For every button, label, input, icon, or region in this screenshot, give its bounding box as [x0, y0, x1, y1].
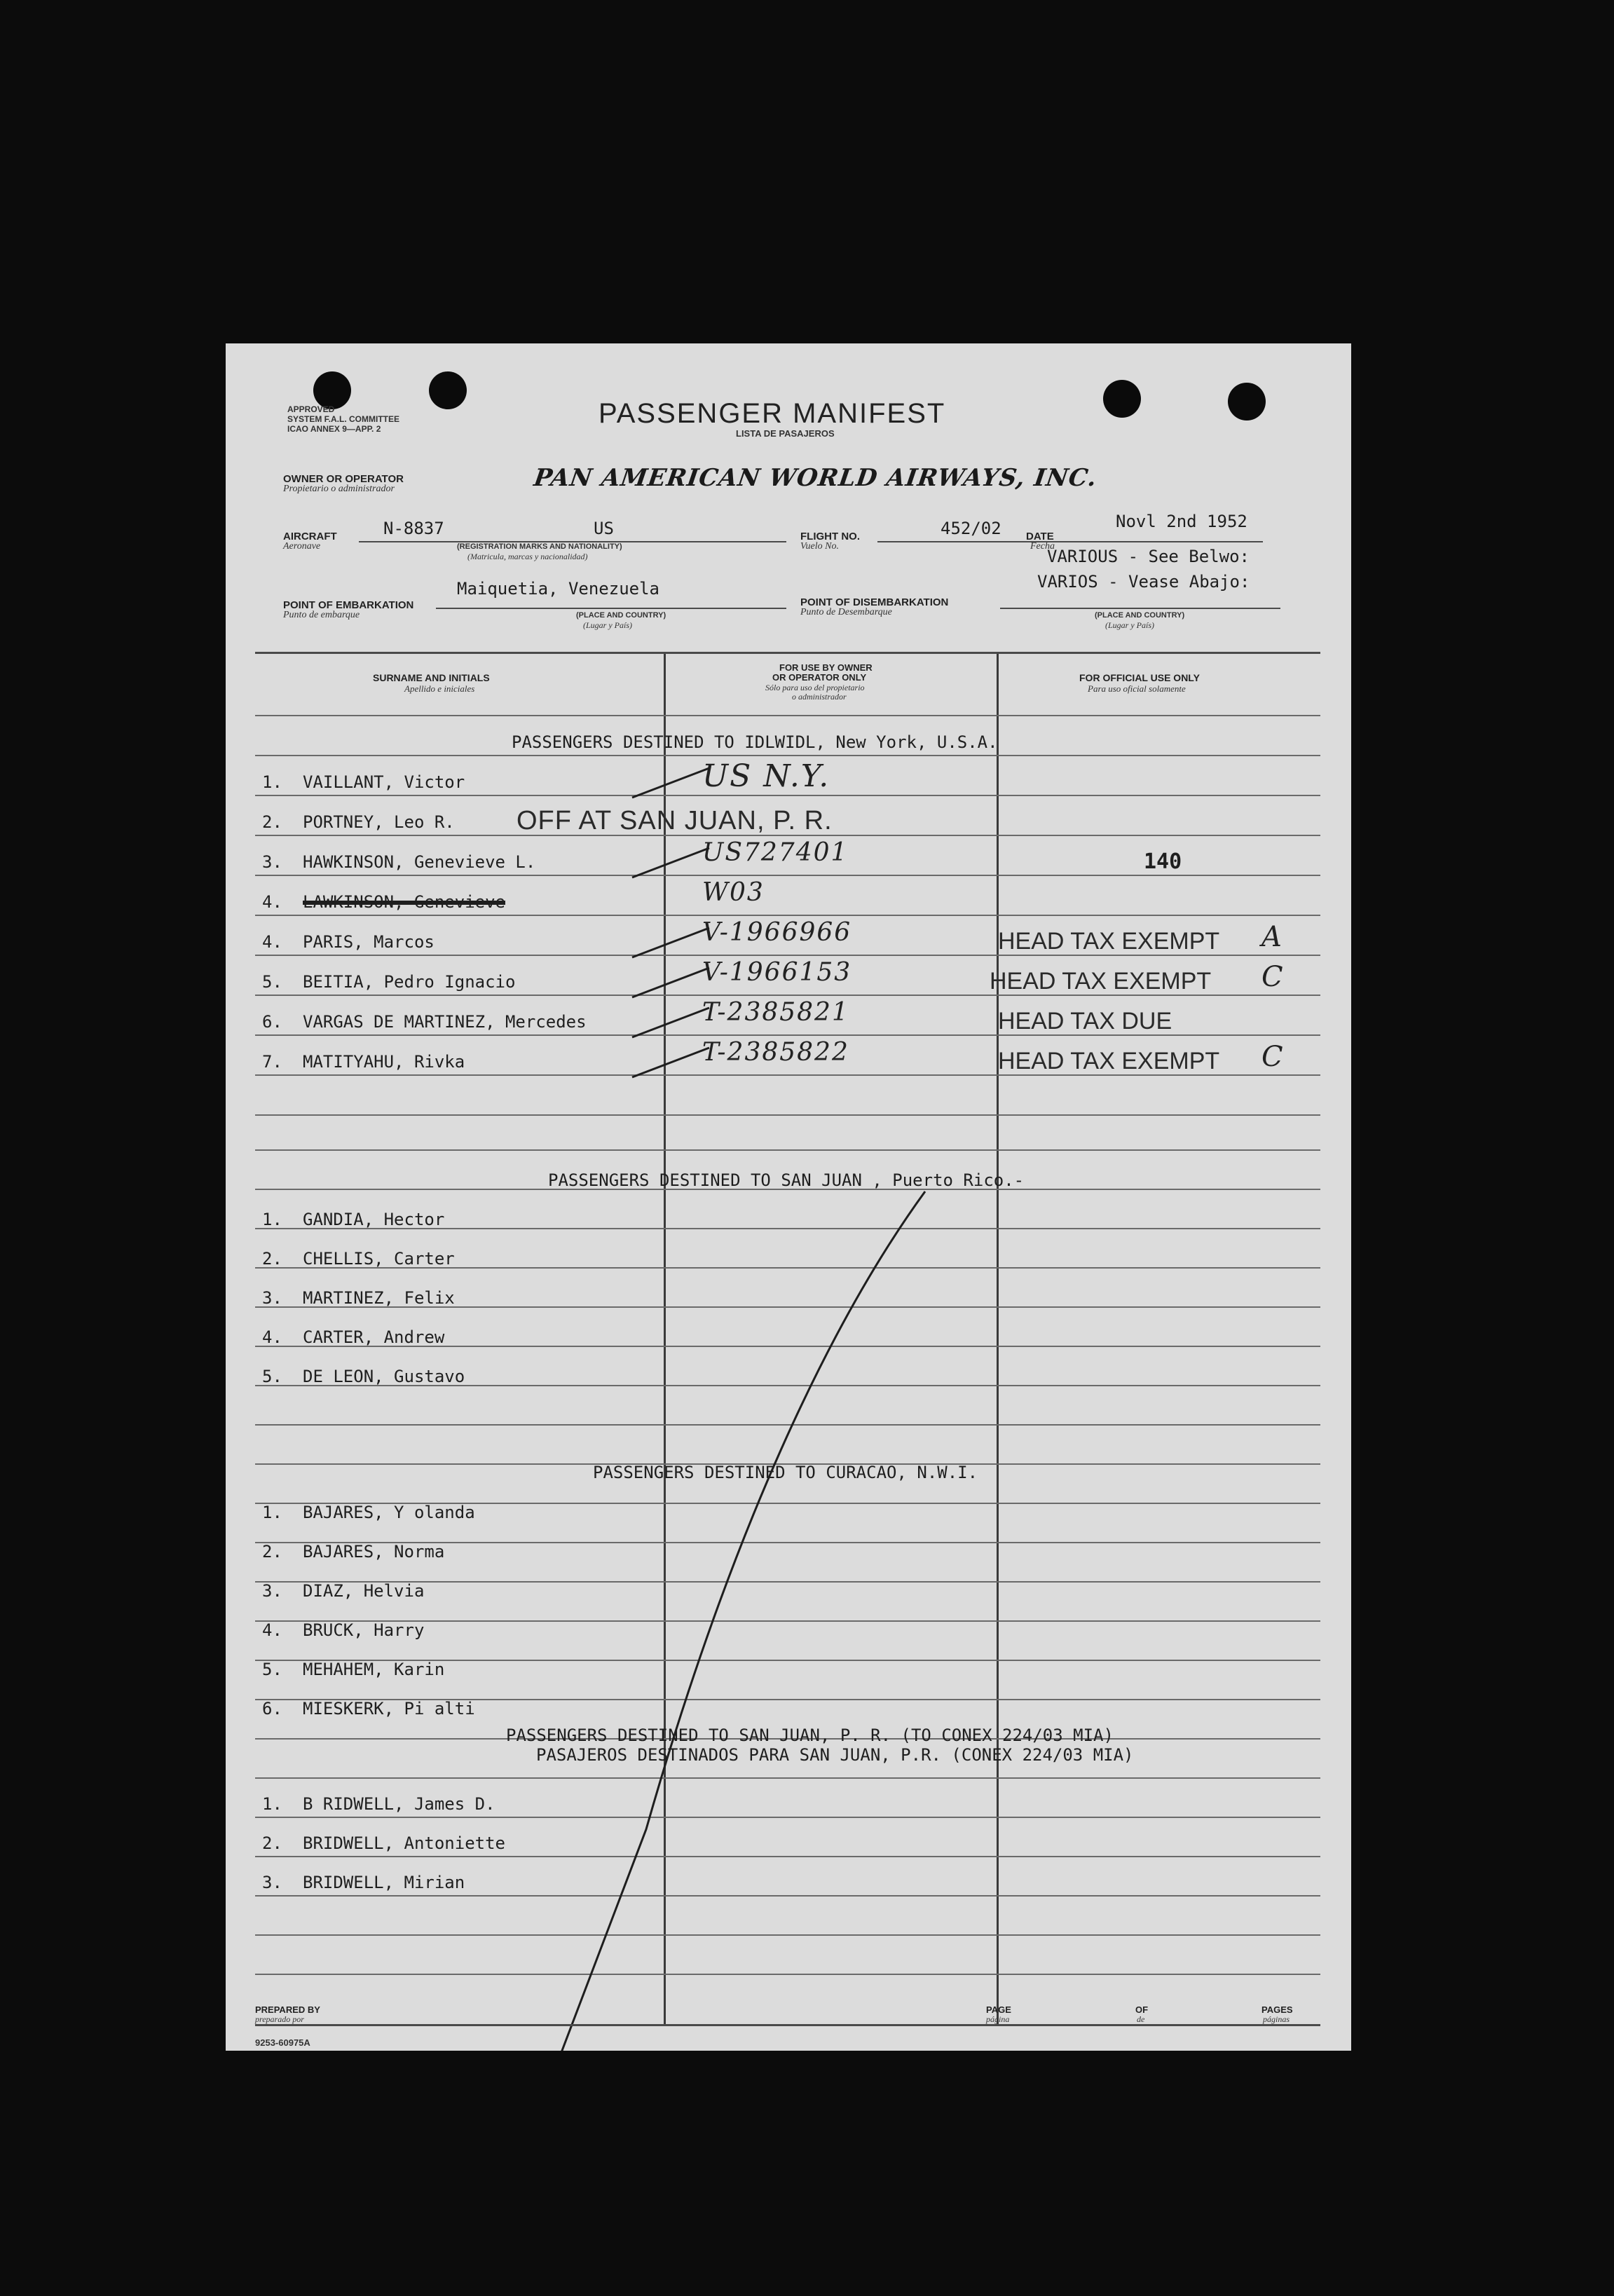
passenger-name: BRIDWELL, Antoniette — [303, 1833, 505, 1853]
place-caption-2-es: (Lugar y País) — [1105, 620, 1154, 630]
handwritten-passport-mark: T-2385821 — [702, 998, 849, 1027]
form-number: 9253-60975A — [255, 2037, 310, 2048]
passenger-name: CARTER, Andrew — [303, 1327, 445, 1347]
passenger-name: BAJARES, Y olanda — [303, 1503, 475, 1522]
row-number: 4. — [262, 932, 282, 952]
embark-label: POINT OF EMBARKATION — [283, 599, 414, 611]
official-number: 140 — [1144, 849, 1182, 874]
passenger-name: DIAZ, Helvia — [303, 1581, 425, 1601]
pages-label: PAGES — [1261, 2004, 1293, 2015]
section-4-header-es: PASAJEROS DESTINADOS PARA SAN JUAN, P.R. (CONEX 224/03 MIA) — [536, 1745, 1134, 1765]
ruled-line — [255, 1895, 1320, 1897]
aircraft-label: AIRCRAFT — [283, 531, 337, 542]
passenger-name: GANDIA, Hector — [303, 1210, 445, 1229]
handwritten-passport-mark: V-1966153 — [702, 958, 852, 987]
of-label-es: de — [1137, 2014, 1145, 2024]
row-number: 2. — [262, 812, 282, 832]
check-slash — [632, 768, 709, 798]
row-number: 2. — [262, 1249, 282, 1269]
manifest-paper — [226, 343, 1351, 2051]
disembark-label: POINT OF DISEMBARKATION — [800, 596, 949, 608]
row-number: 3. — [262, 1288, 282, 1308]
approval-line-1: APPROVED — [287, 404, 335, 414]
form-title: PASSENGER MANIFEST — [599, 398, 946, 429]
passenger-name: PARIS, Marcos — [303, 932, 435, 952]
pages-label-es: páginas — [1263, 2014, 1290, 2024]
passenger-name: VAILLANT, Victor — [303, 772, 465, 792]
row-number: 2. — [262, 1833, 282, 1853]
passenger-name: PORTNEY, Leo R. — [303, 812, 455, 832]
check-slash — [632, 1048, 709, 1077]
ruled-line — [255, 1856, 1320, 1857]
passenger-name: BAJARES, Norma — [303, 1542, 445, 1562]
registration-caption-es: (Matricula, marcas y nacionalidad) — [467, 552, 588, 561]
handwritten-passport-mark: US727401 — [702, 838, 849, 867]
row-number: 4. — [262, 1327, 282, 1347]
passenger-name: DE LEON, Gustavo — [303, 1367, 465, 1386]
flight-label: FLIGHT NO. — [800, 531, 860, 542]
passenger-name: HAWKINSON, Genevieve L. — [303, 852, 536, 872]
page-label-es: página — [986, 2014, 1010, 2024]
footer-rule — [255, 2024, 1320, 2026]
passenger-name: BRUCK, Harry — [303, 1620, 425, 1640]
row-number: 1. — [262, 1210, 282, 1229]
of-label: OF — [1135, 2004, 1149, 2015]
row-number: 5. — [262, 1367, 282, 1386]
row-number: 6. — [262, 1012, 282, 1032]
ruled-line — [255, 1934, 1320, 1936]
various-line-1: VARIOUS - See Belwo: — [1047, 547, 1250, 566]
aircraft-label-es: Aeronave — [283, 541, 321, 552]
check-slashes — [226, 343, 1351, 1114]
passenger-name: MIESKERK, Pi alti — [303, 1699, 475, 1718]
registration-caption: (REGISTRATION MARKS AND NATIONALITY) — [457, 542, 622, 551]
row-number: 3. — [262, 1581, 282, 1601]
approval-line-3: ICAO ANNEX 9—APP. 2 — [287, 424, 381, 434]
various-line-2: VARIOS - Vease Abajo: — [1037, 572, 1250, 592]
head-tax-stamp: HEAD TAX EXEMPT — [990, 968, 1212, 995]
date-label-es: Fecha — [1030, 541, 1055, 552]
section-3-header: PASSENGERS DESTINED TO CURACAO, N.W.I. — [593, 1463, 978, 1482]
col-owner-header-es-2: o administrador — [792, 692, 847, 702]
col-owner-header-1: FOR USE BY OWNER — [779, 662, 873, 673]
handwritten-passport-mark: US N.Y. — [702, 758, 830, 794]
owner-value: PAN AMERICAN WORLD AIRWAYS, INC. — [532, 464, 1099, 492]
col-surname-header-es: Apellido e iniciales — [404, 683, 475, 694]
embark-value: Maiquetia, Venezuela — [457, 579, 659, 599]
section-1-header: PASSENGERS DESTINED TO IDLWIDL, New York, U.S.A. — [512, 732, 998, 752]
col-owner-header-es-1: Sólo para uso del propietario — [765, 683, 865, 692]
flight-value: 452/02 — [941, 519, 1001, 538]
prepared-label-es: preparado por — [255, 2014, 304, 2024]
handwritten-passport-mark: T-2385822 — [702, 1038, 849, 1067]
passenger-name: VARGAS DE MARTINEZ, Mercedes — [303, 1012, 587, 1032]
ruled-line — [255, 1149, 1320, 1151]
owner-label-es: Propietario o administrador — [283, 484, 395, 494]
ruled-line — [255, 1114, 1320, 1116]
head-tax-stamp: HEAD TAX EXEMPT — [998, 928, 1220, 955]
row-number: 1. — [262, 1794, 282, 1814]
aircraft-value: N-8837 — [383, 519, 444, 538]
nationality-value: US — [594, 519, 614, 538]
check-slash — [632, 968, 709, 997]
head-tax-stamp: HEAD TAX EXEMPT — [998, 1048, 1220, 1074]
overstamp-off-at-san-juan: OFF AT SAN JUAN, P. R. — [517, 806, 833, 835]
ruled-line — [255, 1777, 1320, 1779]
row-number: 7. — [262, 1052, 282, 1072]
disembark-label-es: Punto de Desembarque — [800, 607, 892, 617]
place-caption-es: (Lugar y País) — [583, 620, 632, 630]
col-official-header-es: Para uso oficial solamente — [1088, 683, 1186, 694]
official-note: C — [1261, 961, 1283, 993]
page-label: PAGE — [986, 2004, 1011, 2015]
prepared-label: PREPARED BY — [255, 2004, 320, 2015]
approval-line-2: SYSTEM F.A.L. COMMITTEE — [287, 414, 400, 424]
owner-label: OWNER OR OPERATOR — [283, 473, 404, 485]
passenger-name: MATITYAHU, Rivka — [303, 1052, 465, 1072]
embark-label-es: Punto de embarque — [283, 610, 360, 620]
row-number: 3. — [262, 852, 282, 872]
date-value: Novl 2nd 1952 — [1116, 512, 1247, 531]
ruled-line — [255, 1974, 1320, 1975]
handwritten-passport-mark: V-1966966 — [702, 918, 852, 947]
handwritten-passport-mark: W03 — [702, 878, 765, 907]
col-owner-header-2: OR OPERATOR ONLY — [772, 672, 867, 683]
row-number: 6. — [262, 1699, 282, 1718]
passenger-name: CHELLIS, Carter — [303, 1249, 455, 1269]
passenger-name: B RIDWELL, James D. — [303, 1794, 495, 1814]
row-number: 4. — [262, 1620, 282, 1640]
row-number: 3. — [262, 1873, 282, 1892]
row-number: 5. — [262, 1660, 282, 1679]
form-subtitle: LISTA DE PASAJEROS — [736, 428, 835, 439]
passenger-name: BEITIA, Pedro Ignacio — [303, 972, 516, 992]
check-slash — [632, 1008, 709, 1037]
section-4-header-en: PASSENGERS DESTINED TO SAN JUAN, P. R. (TO CONEX 224/03 MIA) — [506, 1726, 1114, 1745]
ruled-line — [255, 1817, 1320, 1818]
official-note: C — [1261, 1041, 1283, 1073]
passenger-name: BRIDWELL, Mirian — [303, 1873, 465, 1892]
place-caption-2: (PLACE AND COUNTRY) — [1095, 611, 1185, 620]
check-slash — [632, 928, 709, 957]
head-tax-stamp: HEAD TAX DUE — [998, 1008, 1172, 1034]
passenger-name: MARTINEZ, Felix — [303, 1288, 455, 1308]
date-label: DATE — [1026, 531, 1054, 542]
row-number: 1. — [262, 1503, 282, 1522]
flight-label-es: Vuelo No. — [800, 541, 839, 552]
row-number: 4. — [262, 892, 282, 912]
section-2-header: PASSENGERS DESTINED TO SAN JUAN , Puerto Rico.- — [548, 1170, 1025, 1190]
ruled-line — [255, 1424, 1320, 1426]
row-number: 1. — [262, 772, 282, 792]
passenger-name: LAWKINSON, Genevieve — [303, 892, 505, 912]
passenger-name: MEHAHEM, Karin — [303, 1660, 445, 1679]
col-surname-header: SURNAME AND INITIALS — [373, 672, 490, 683]
row-number: 2. — [262, 1542, 282, 1562]
official-note: A — [1261, 921, 1282, 953]
col-official-header: FOR OFFICIAL USE ONLY — [1079, 672, 1200, 683]
check-slash — [632, 848, 709, 877]
place-caption: (PLACE AND COUNTRY) — [576, 611, 666, 620]
row-number: 5. — [262, 972, 282, 992]
